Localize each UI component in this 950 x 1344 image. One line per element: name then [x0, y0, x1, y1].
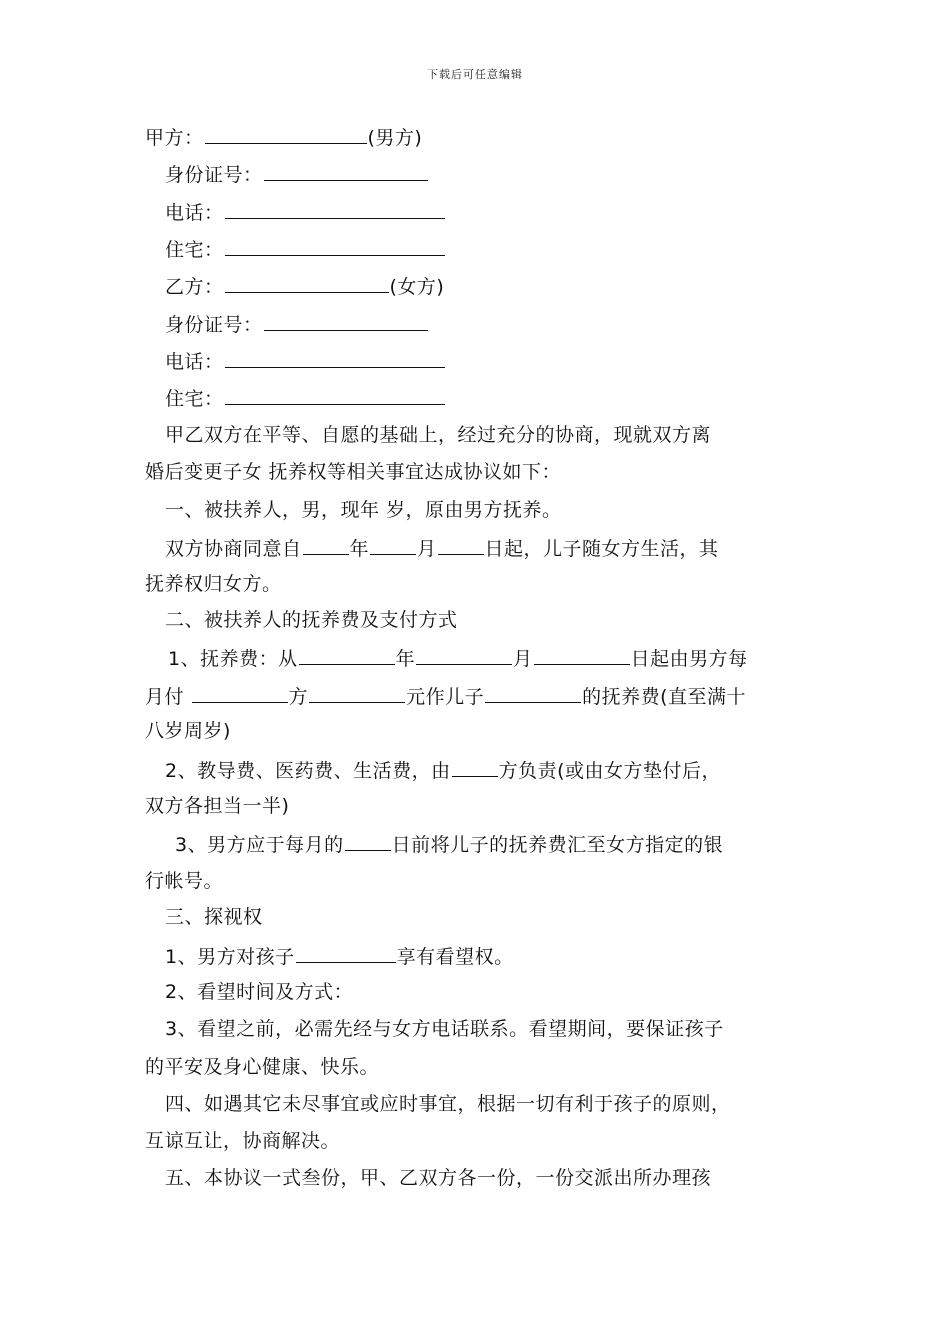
section1-day-text: 日起，儿子随女方生活，其	[484, 538, 719, 560]
party-b-home-label: 住宅：	[165, 388, 224, 410]
section1-month-label: 月	[417, 538, 437, 560]
party-a-id-blank	[264, 160, 428, 181]
party-a-role: (男方)	[367, 127, 423, 149]
month-blank	[370, 534, 416, 555]
section4-line1: 四、如遇其它未尽事宜或应时事宜，根据一切有利于孩子的原则，	[165, 1093, 731, 1115]
section3-item1	[165, 942, 514, 970]
support-month-label: 月	[513, 648, 533, 670]
party-b-line	[165, 272, 444, 300]
page-header: 下载后可任意编辑	[427, 68, 523, 81]
party-b-phone-label: 电话：	[165, 351, 224, 373]
section3-title: 三、探视权	[165, 906, 263, 928]
party-a-home-blank	[225, 235, 445, 256]
party-a-id-line	[165, 160, 429, 188]
party-b-role: (女方)	[389, 276, 445, 298]
visitation-text: 1、男方对孩子	[165, 946, 295, 968]
section1-line-2	[165, 534, 719, 562]
education-fee-text: 2、教导费、医药费、生活费，由	[165, 760, 451, 782]
education-party-text: 方负责(或由女方垫付后，	[498, 760, 722, 782]
party-a-home-label: 住宅：	[165, 239, 224, 261]
party-a-phone-line	[165, 198, 446, 226]
party-b-phone-line	[165, 347, 446, 375]
section1-year-label: 年	[349, 538, 370, 560]
pay-amount-label: 元作儿子	[406, 686, 485, 708]
section4-line2: 互谅互让，协商解决。	[145, 1130, 341, 1152]
pay-until-text: 的抚养费(直至满十	[582, 686, 746, 708]
party-a-label: 甲方：	[145, 127, 204, 149]
child-name-blank	[485, 682, 581, 703]
section1-line-1: 一、被扶养人，男，现年 岁，原由男方抚养。	[165, 499, 562, 521]
section3-item3-line1: 3、看望之前，必需先经与女方电话联系。看望期间，要保证孩子	[165, 1018, 724, 1040]
pay-party-label: 方	[288, 686, 309, 708]
pay-amount-blank	[309, 682, 405, 703]
payment-day-blank	[345, 830, 391, 851]
pay-party-blank	[192, 682, 288, 703]
party-b-id-blank	[264, 310, 428, 331]
intro-line-2: 婚后变更子女 抚养权等相关事宜达成协议如下：	[145, 461, 562, 483]
party-a-name-blank	[205, 123, 367, 144]
day-blank	[438, 534, 484, 555]
section2-item2-line2: 双方各担当一半)	[145, 795, 290, 817]
section2-item2-line1	[165, 756, 721, 784]
payment-bank-text: 日前将儿子的抚养费汇至女方指定的银	[391, 834, 724, 856]
section5-line1: 五、本协议一式叁份，甲、乙双方各一份，一份交派出所办理孩	[165, 1167, 712, 1189]
payment-day-text: 3、男方应于每月的	[175, 834, 344, 856]
section1-text: 双方协商同意自	[165, 538, 302, 560]
party-b-id-line	[165, 310, 429, 338]
section2-item1-line3: 八岁周岁)	[145, 720, 231, 742]
party-b-phone-blank	[225, 347, 445, 368]
support-year-blank	[299, 644, 395, 665]
support-day-text: 日起由男方每	[630, 648, 748, 670]
year-blank	[303, 534, 349, 555]
support-month-blank	[416, 644, 512, 665]
support-fee-label: 1、抚养费：从	[168, 648, 298, 670]
party-a-home-line	[165, 235, 446, 263]
party-b-name-blank	[225, 272, 389, 293]
monthly-pay-label: 月付	[145, 686, 191, 708]
support-day-blank	[534, 644, 630, 665]
section3-item2: 2、看望时间及方式：	[165, 981, 354, 1003]
section1-line-3: 抚养权归女方。	[145, 573, 282, 595]
party-a-phone-blank	[225, 198, 445, 219]
party-b-home-blank	[225, 384, 445, 405]
party-a-phone-label: 电话：	[165, 202, 224, 224]
intro-line-1: 甲乙双方在平等、自愿的基础上，经过充分的协商，现就双方离	[165, 424, 712, 446]
section2-item1-line2	[145, 682, 746, 710]
section2-item3-line2: 行帐号。	[145, 870, 224, 892]
visitation-child-blank	[296, 942, 396, 963]
section3-item3-line2: 的平安及身心健康、快乐。	[145, 1056, 380, 1078]
party-b-home-line	[165, 384, 446, 412]
party-b-label: 乙方：	[165, 276, 224, 298]
party-b-id-label: 身份证号：	[165, 314, 263, 336]
visitation-right-text: 享有看望权。	[396, 946, 514, 968]
section2-item3-line1	[175, 830, 723, 858]
party-a-id-label: 身份证号：	[165, 164, 263, 186]
party-a-line	[145, 123, 422, 151]
section2-item1-line1	[168, 644, 748, 672]
section2-title: 二、被扶养人的抚养费及支付方式	[165, 609, 458, 631]
support-year-label: 年	[395, 648, 416, 670]
education-party-blank	[452, 756, 498, 777]
